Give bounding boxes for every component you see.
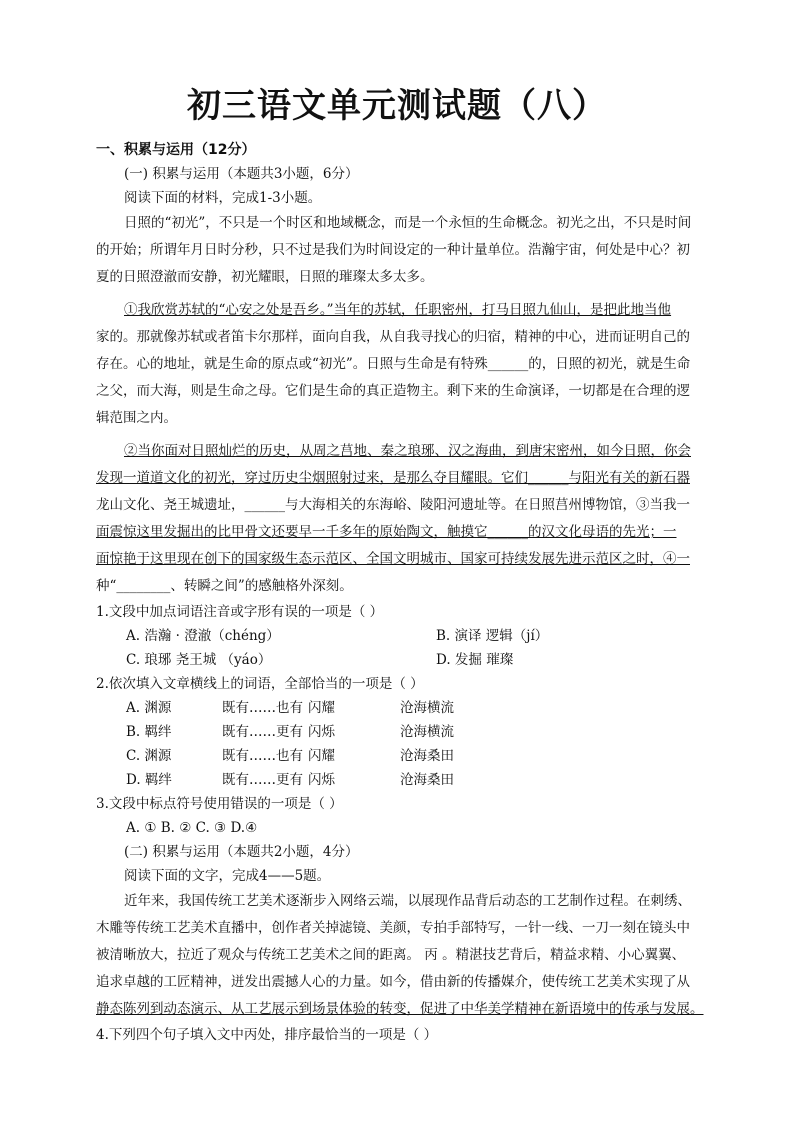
passage-line: 的开始；所谓年月日时分秒，只不过是我们为时间设定的一种计量单位。浩瀚宇宙，何处是中心？初 <box>96 242 690 258</box>
passage-line: 辑范围之内。 <box>96 410 177 426</box>
option-c-w1: C. 渊源 <box>126 748 172 764</box>
instruction: 阅读下面的文字，完成4——5题。 <box>124 868 331 884</box>
passage-line: 追求卓越的工匠精神，迸发出震撼人心的力量。如今，借由新的传播媒介，使传统工艺美术实现了从 <box>96 974 690 990</box>
instruction: 阅读下面的材料，完成1-3小题。 <box>124 190 322 206</box>
option-d-w2: 既有……更有 <box>222 772 303 788</box>
option-a-w1: A. 渊源 <box>126 700 172 716</box>
option-a-w3: 闪耀 <box>308 700 335 716</box>
question-2: 2.依次填入文章横线上的词语，全部恰当的一项是（ ） <box>96 676 424 692</box>
subsection-heading: (二) 积累与运用（本题共2小题，4分） <box>124 844 359 860</box>
option-b-w2: 既有……更有 <box>222 724 303 740</box>
passage-line: 被清晰放大，拉近了观众与传统工艺美术之间的距离。 丙 。精湛技艺背后，精益求精、小心翼翼、 <box>96 947 686 963</box>
option-d: D. 发掘 璀璨 <box>436 652 514 668</box>
option-c <box>96 744 764 768</box>
option-a: A. 浩瀚 · 澄澈（chéng） <box>126 628 280 644</box>
option-b-w4: 沧海横流 <box>400 724 454 740</box>
option-c: C. 琅琊 尧王城 （yáo） <box>126 652 272 668</box>
option-a <box>96 696 764 720</box>
page-title: 初三语文单元测试题（八） <box>187 86 607 126</box>
passage-line: 种“________、转瞬之间”的感触格外深刻。 <box>96 578 353 594</box>
question-1: 1.文段中加点词语注音或字形有误的一项是（ ） <box>96 604 384 620</box>
option-b-w3: 闪烁 <box>308 724 335 740</box>
option-c-w4: 沧海桑田 <box>400 748 454 764</box>
passage-line: 之父，而大海，则是生命之母。它们是生命的真正造物主。剩下来的生命演译，一切都是在合理的逻 <box>96 383 690 399</box>
passage-line: 木雕等传统工艺美术直播中，创作者关掉滤镜、美颜，专拍手部特写，一针一线、一刀一刻在镜头中 <box>96 920 690 936</box>
question-4: 4.下列四个句子填入文中丙处，排序最恰当的一项是（ ） <box>96 1027 438 1043</box>
passage-line: 龙山文化、尧王城遗址，______与大海相关的东海峪、陵阳河遗址等。在日照莒州博物馆，③当我一 <box>96 497 690 513</box>
passage-line: 存在。心的地址，就是生命的原点或“初光”。日照与生命是有特殊______的，日照的初光，就是生命 <box>96 356 691 372</box>
option-d-w3: 闪烁 <box>308 772 335 788</box>
option-a-w2: 既有……也有 <box>222 700 303 716</box>
option-d <box>96 768 764 792</box>
section-heading: 一、积累与运用（12分） <box>96 142 256 158</box>
passage-line: ①我欣赏苏轼的“心安之处是吾乡。”当年的苏轼，任职密州，打马日照九仙山，是把此地当他 <box>124 302 672 318</box>
passage-line: 静态陈列到动态演示、从工艺展示到场景体验的转变，促进了中华美学精神在新语境中的传承与发展。 <box>96 1001 704 1017</box>
passage-line: 面震惊这里发掘出的比甲骨文还要早一千多年的原始陶文，触摸它______的汉文化母语的先光；一 <box>96 524 677 540</box>
option-b: B. 演译 逻辑（jí） <box>436 628 549 644</box>
option-a-w4: 沧海横流 <box>400 700 454 716</box>
question-3: 3.文段中标点符号使用错误的一项是（ ） <box>96 796 343 812</box>
subsection-heading: (一) 积累与运用（本题共3小题，6分） <box>124 166 359 182</box>
passage-line: 近年来，我国传统工艺美术逐渐步入网络云端，以展现作品背后动态的工艺制作过程。在刺绣、 <box>124 893 691 909</box>
option-c-w2: 既有……也有 <box>222 748 303 764</box>
option-d-w4: 沧海桑田 <box>400 772 454 788</box>
passage-line: 夏的日照澄澈而安静，初光耀眼，日照的璀璨太多太多。 <box>96 269 434 285</box>
question-3-options: A. ① B. ② C. ③ D.④ <box>126 820 258 836</box>
option-b <box>96 720 764 744</box>
question-1-options <box>96 648 764 672</box>
option-c-w3: 闪耀 <box>308 748 335 764</box>
passage-line: 日照的“初光”，不只是一个时区和地域概念，而是一个永恒的生命概念。初光之出，不只是时间 <box>124 215 692 231</box>
passage-line: 发现一道道文化的初光，穿过历史尘烟照射过来，是那么夺目耀眼。它们______与阳光有关的新石器 <box>96 470 690 486</box>
passage-line: 面惊艳于这里现在创下的国家级生态示范区、全国文明城市、国家可持续发展先进示范区之时，④一 <box>96 551 690 567</box>
exam-content <box>96 138 764 1047</box>
option-b-w1: B. 羁绊 <box>126 724 172 740</box>
question-1-options <box>96 624 764 648</box>
option-d-w1: D. 羁绊 <box>126 772 172 788</box>
passage-line: 家的。那就像苏轼或者笛卡尔那样，面向自我，从自我寻找心的归宿，精神的中心，进而证明自己的 <box>96 329 690 345</box>
passage-line: ②当你面对日照灿烂的历史，从周之莒地、秦之琅琊、汉之海曲，到唐宋密州，如今日照，你会 <box>124 443 691 459</box>
